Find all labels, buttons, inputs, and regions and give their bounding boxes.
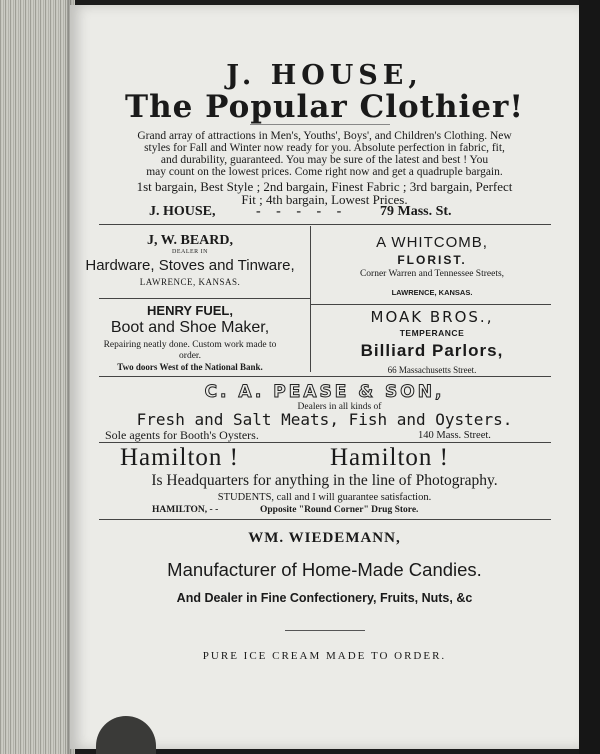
divider xyxy=(99,376,551,377)
house-bargain-line: Fit ; 4th bargain, Lowest Prices. xyxy=(241,192,408,207)
moak-temperance: TEMPERANCE xyxy=(399,328,465,338)
house-bargains xyxy=(70,180,579,206)
divider xyxy=(99,442,551,443)
hamilton-students: STUDENTS, call and I will guarantee satisfaction. xyxy=(217,492,432,503)
house-body xyxy=(70,130,579,178)
hamilton-name-right: Hamilton ! xyxy=(330,444,450,471)
hamilton-name-left: Hamilton ! xyxy=(120,444,240,471)
house-footer-dashes: - - - - - xyxy=(256,204,348,219)
wiedemann-dealer: And Dealer in Fine Confectionery, Fruits, Nuts, &c xyxy=(176,591,473,605)
whitcomb-address: Corner Warren and Tennessee Streets, xyxy=(359,269,505,279)
book-page xyxy=(70,5,579,749)
fuel-repair-line: Repairing neatly done. Custom work made to xyxy=(103,340,277,350)
house-bargain-line: 1st bargain, Best Style ; 2nd bargain, Finest Fabric ; 3rd bargain, Perfect xyxy=(136,179,513,194)
pease-name: C. A. PEASE & SON, xyxy=(204,382,445,402)
whitcomb-city: LAWRENCE, KANSAS. xyxy=(391,288,473,297)
moak-business: Billiard Parlors, xyxy=(360,341,504,360)
house-footer-address: 79 Mass. St. xyxy=(380,204,452,219)
house-name: J. HOUSE, xyxy=(226,60,423,91)
book-page-edges xyxy=(0,0,75,754)
hamilton-headline: Is Headquarters for anything in the line of Photography. xyxy=(151,472,498,489)
divider xyxy=(285,630,365,631)
book-gutter xyxy=(579,0,600,754)
house-footer-name: J. HOUSE, xyxy=(149,204,216,219)
beard-dealer-in: DEALER IN xyxy=(172,249,208,255)
column-divider xyxy=(310,226,311,372)
wiedemann-trade: Manufacturer of Home-Made Candies. xyxy=(167,559,482,580)
divider xyxy=(310,304,551,305)
fuel-name: HENRY FUEL, xyxy=(147,303,233,318)
beard-name: J, W. BEARD, xyxy=(147,233,233,248)
divider xyxy=(99,519,551,520)
pease-agents: Sole agents for Booth's Oysters. xyxy=(105,428,259,442)
beard-goods: Hardware, Stoves and Tinware, xyxy=(85,257,295,274)
whitcomb-trade: FLORIST. xyxy=(397,253,467,267)
beard-city: LAWRENCE, KANSAS. xyxy=(139,277,241,287)
divider xyxy=(99,298,310,299)
pease-dealers: Dealers in all kinds of xyxy=(297,402,382,412)
pease-address: 140 Mass. Street. xyxy=(418,430,491,441)
divider xyxy=(250,124,390,125)
wiedemann-name: WM. WIEDEMANN, xyxy=(248,530,401,546)
fuel-repair-line: order. xyxy=(179,351,201,361)
whitcomb-name: A WHITCOMB, xyxy=(376,234,488,251)
house-body-line: and durability, guaranteed. You may be sure of the latest and best ! You xyxy=(160,154,489,166)
house-headline: The Popular Clothier! xyxy=(125,89,524,125)
moak-address: 66 Massachusetts Street. xyxy=(387,365,477,375)
house-body-line: Grand array of attractions in Men's, Youths', Boys', and Children's Clothing. New xyxy=(137,130,512,142)
hamilton-footer-location: Opposite "Round Corner" Drug Store. xyxy=(260,505,419,515)
hamilton-footer-name: HAMILTON, - - xyxy=(152,505,219,515)
fuel-repair xyxy=(70,340,310,362)
pease-goods: Fresh and Salt Meats, Fish and Oysters. xyxy=(136,410,513,429)
moak-name: MOAK BROS., xyxy=(370,308,494,326)
fuel-trade: Boot and Shoe Maker, xyxy=(110,319,270,336)
house-body-line: may count on the lowest prices. Come right now and get a quadruple bargain. xyxy=(146,166,503,178)
fuel-location: Two doors West of the National Bank. xyxy=(117,362,263,372)
house-body-line: styles for Fall and Winter now ready for you. Absolute perfection in fabric, fit, xyxy=(144,142,505,154)
divider xyxy=(99,224,551,225)
wiedemann-ice-cream: PURE ICE CREAM MADE TO ORDER. xyxy=(202,650,447,662)
